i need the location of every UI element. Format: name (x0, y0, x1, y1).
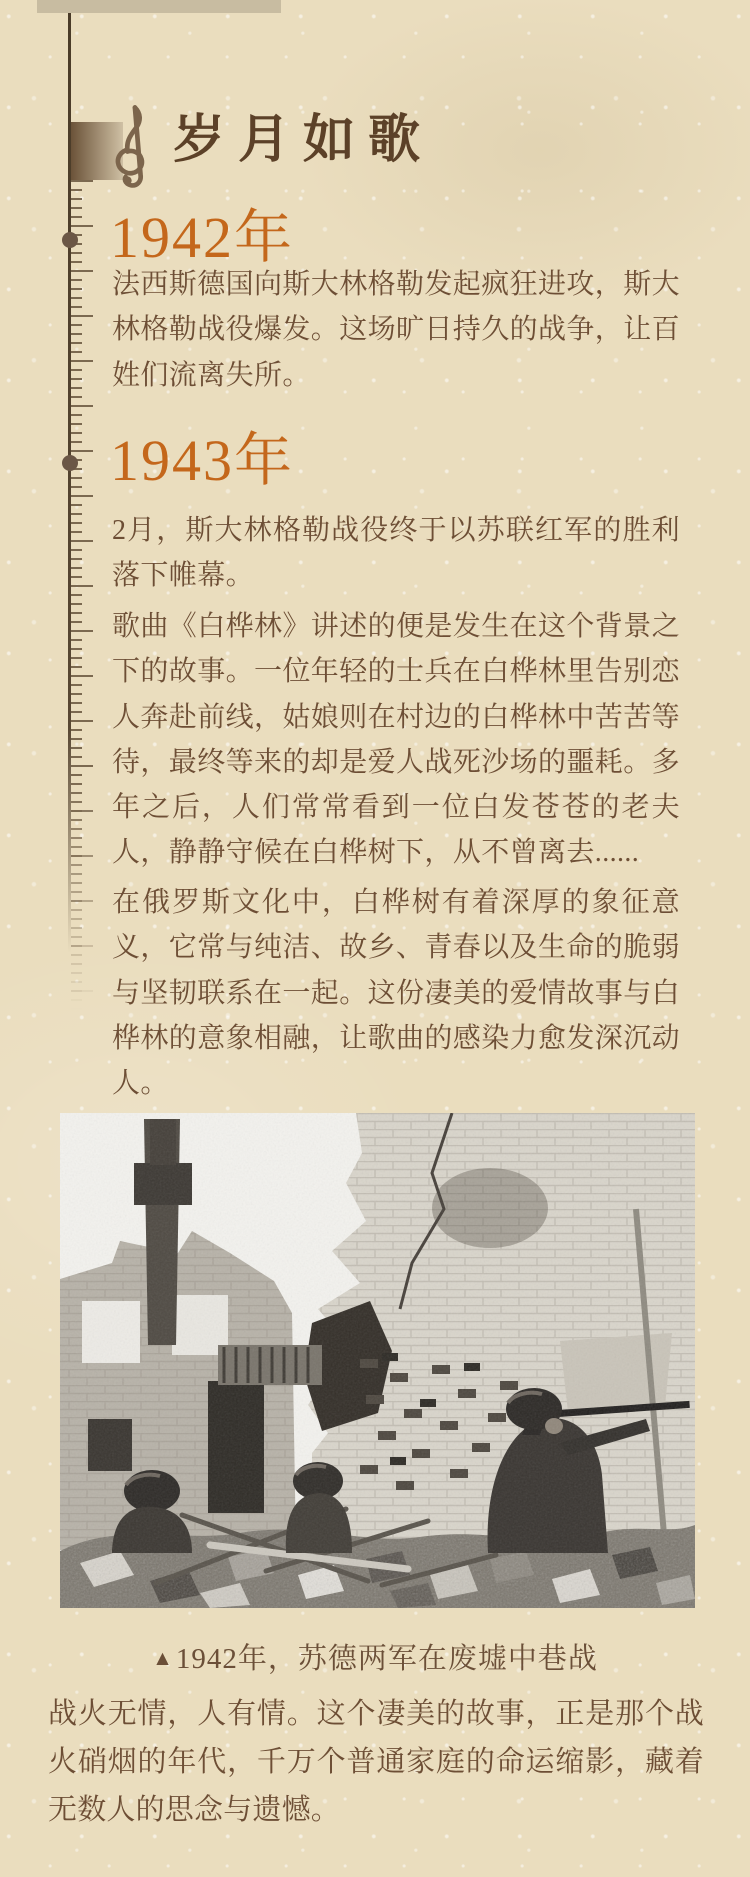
photo-caption (0, 1636, 750, 1677)
paragraph-1942: 法西斯德国向斯大林格勒发起疯狂进攻，斯大林格勒战役爆发。这场旷日持久的战争，让百姓们流离失所。 (112, 269, 681, 391)
paragraph-1943-battle: 2月，斯大林格勒战役终于以苏联红军的胜利落下帷幕。 (112, 515, 680, 592)
caption-triangle-marker: ▲ (152, 1646, 174, 1670)
timeline-ruler-ticks-long (71, 180, 93, 1010)
timeline-dot-1943 (62, 455, 78, 471)
year-heading-1943: 1943年 (110, 428, 295, 493)
year-heading-1942: 1942年 (110, 205, 295, 270)
closing-paragraph: 战火无情，人有情。这个凄美的故事，正是那个战火硝烟的年代，千万个普通家庭的命运缩影，藏着无数人的思念与遗憾。 (48, 1698, 704, 1826)
photo-caption-text: 1942年，苏德两军在废墟中巷战 (175, 1643, 598, 1675)
war-photo (60, 1113, 695, 1608)
paragraph-1943-song-story: 歌曲《白桦林》讲述的便是发生在这个背景之下的故事。一位年轻的士兵在白桦林里告别恋人奔赴前线，姑娘则在村边的白桦林中苦苦等待，最终等来的却是爱人战死沙场的噩耗。多年之后，人们常常看到一位白发苍苍的老夫人，静静守候在白桦树下，从不曾离去...... (112, 611, 681, 869)
top-accent-bar (37, 0, 281, 13)
page-title: 岁月如歌 (173, 112, 434, 169)
treble-clef-icon (114, 100, 154, 190)
paragraph-1943-birch-symbolism: 在俄罗斯文化中，白桦树有着深厚的象征意义，它常与纯洁、故乡、青春以及生命的脆弱与坚韧联系在一起。这份凄美的爱情故事与白桦林的意象相融，让歌曲的感染力愈发深沉动人。 (112, 887, 681, 1100)
timeline-dot-1942 (62, 232, 78, 248)
